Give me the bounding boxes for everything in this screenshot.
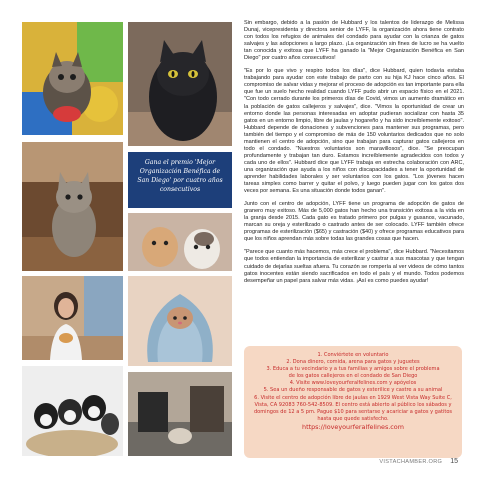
- photo-black-cat: [128, 22, 232, 146]
- photo-kitten-with-toys: [22, 22, 123, 135]
- article-body: [244, 20, 464, 291]
- photo-kittens-pair: [128, 213, 232, 271]
- photo-kittens-in-basket: [22, 366, 123, 456]
- page-number: 15: [450, 458, 458, 465]
- photo-cat-room: [128, 372, 232, 456]
- caption-line: Gana el premio 'Mejor: [144, 159, 216, 166]
- tip-item: de los gatos callejeros en el condado de San Diego: [288, 373, 418, 380]
- website-link[interactable]: https://loveyourferalfelines.com: [302, 422, 404, 431]
- article-paragraph: "Es por lo que vivo y respiro todos los días", dice Hubbard, quien todavía estaba trabajando para ayudar con este trabajo de parto con su hija KJ hace cinco años. El compromiso de salvar vidas y mejorar el proceso de adopción es tan importante para ella que fue un suelo hecho realidad cuando LYFF pudo abrir un espacio físico en el 2021. "Con todo cerrado durante los primeros días de Covid, vimos un aumento dramático en la población de gatos callejeros y salvajes", dice. "Vimos la oportunidad de crear un entorno donde las personas interesadas en adoptar pudieran socializar con hasta 35 gatos en un entorno limpio, libre de jaulas y hogareño y ha sido increíblemente exitoso". Hubbard depende de donaciones y subvenciones para mantener sus programas, pero también del tiempo y el compromiso de más de 150 voluntarios dedicados que no solo mantienen el centro de adopción, sino que trabajan para capturar gatos callejeros en todo el condado. "Nuestros voluntarios son maravillosos", dice. "Se preocupan profundamente y trabajan tan duro. Estamos increíblemente agradecidos con todos y cada uno de ellos". Hubbard dice que LYFF trabaja en estrecha colaboración con ARC, una organización que ayuda a los niños con discapacidades a tener la oportunidad de aprender habilidades laborales y ser voluntarios con los gatos. "Los jóvenes hacen tareas simples como barrer y quitar el polvo, y luego pueden jugar con los gatos dos veces por semana. Es una situación donde todos ganan".: [244, 68, 464, 195]
- tip-item: 6. Visite el centro de adopción libre de jaulas en 1929 West Vista Way Suite C,: [254, 394, 452, 401]
- tip-item: 2. Dona dinero, comida, arena para gatos y juguetes: [286, 359, 420, 366]
- tip-item: 1. Conviértete en voluntario: [317, 352, 389, 358]
- page-footer: [379, 458, 458, 465]
- caption-line: consecutivos: [159, 185, 201, 193]
- tip-item: 4. Visite www.loveyourferalfelines.com y apóyelos: [289, 380, 417, 387]
- tip-item: 5. Sea un dueño responsable de gatos y esterilice y castre a su animal: [263, 387, 443, 394]
- article-paragraph: "Parece que cuanto más hacemos, más crece el problema", dice Hubbard. "Necesitamos que todos entiendan la importancia de esterilizar y castrar a sus mascotas y que tengan cuidado de dejarlas sueltas afuera. Tu corazón se rompería al ver videos de cómo tantos gatos inocentes están siendo sacrificados en todo el país y el mundo. Todos podemos desempeñar un papel para salvar más vidas. ¡Así es como puedes ayudar!: [244, 249, 464, 284]
- article-paragraph: Junto con el centro de adopción, LYFF tiene un programa de adopción de gatos de granero muy exitoso. Más de 5,000 gatos han hecho una transición exitosa a la vida en la granja desde 2015. Cada gato es tratado primero por pulgas y gusanos, vacunado, marcan su oreja y esterilizado o castrado antes de ser colocado. LYFF también ofrece programas de esterilización ($65) y castración ($40) y ofrece programas educativos para que los niños aprendan más sobre todas las grandes cosas que hacen.: [244, 201, 464, 243]
- tip-item: Vista, CA 92083 760-542-8509. El centro está abierto al público los sábados y domingos de 12 a 5 pm. Pague $10 para sentarse y acariciar a gatos y gatitos hasta que quede satisfecho.: [253, 401, 453, 422]
- article-paragraph: Sin embargo, debido a la pasión de Hubbard y los talentos de liderazgo de Melissa Dunaj, vicepresidenta y directora senior de LYFF, la organización ahora tiene contrato con todos los refugios de animales del condado para ayudar con la crianza de gatos salvajes y las adopciones a largo plazo. ¡La organización sin fines de lucro se ha vuelto tan conocida y exitosa que LYFF ha ganado la "Mejor Organización Benéfica en San Diego" por cuatro años consecutivos!: [244, 20, 464, 62]
- tip-item: 3. Educa a tu vecindario y a tus familias y amigos sobre el problema: [266, 366, 440, 373]
- how-to-help-box: [244, 346, 462, 458]
- photo-tabby-kitten-on-shelf: [22, 142, 123, 271]
- photo-woman-with-kitten: [22, 276, 123, 360]
- footer-site: VISTACHAMBER.ORG: [379, 459, 443, 465]
- caption-line: Organización Benéfica de: [139, 167, 221, 175]
- photo-kitten-in-blanket: [128, 276, 232, 366]
- caption-line: San Diego' por cuatro años: [137, 176, 223, 184]
- award-caption-box: [128, 152, 232, 208]
